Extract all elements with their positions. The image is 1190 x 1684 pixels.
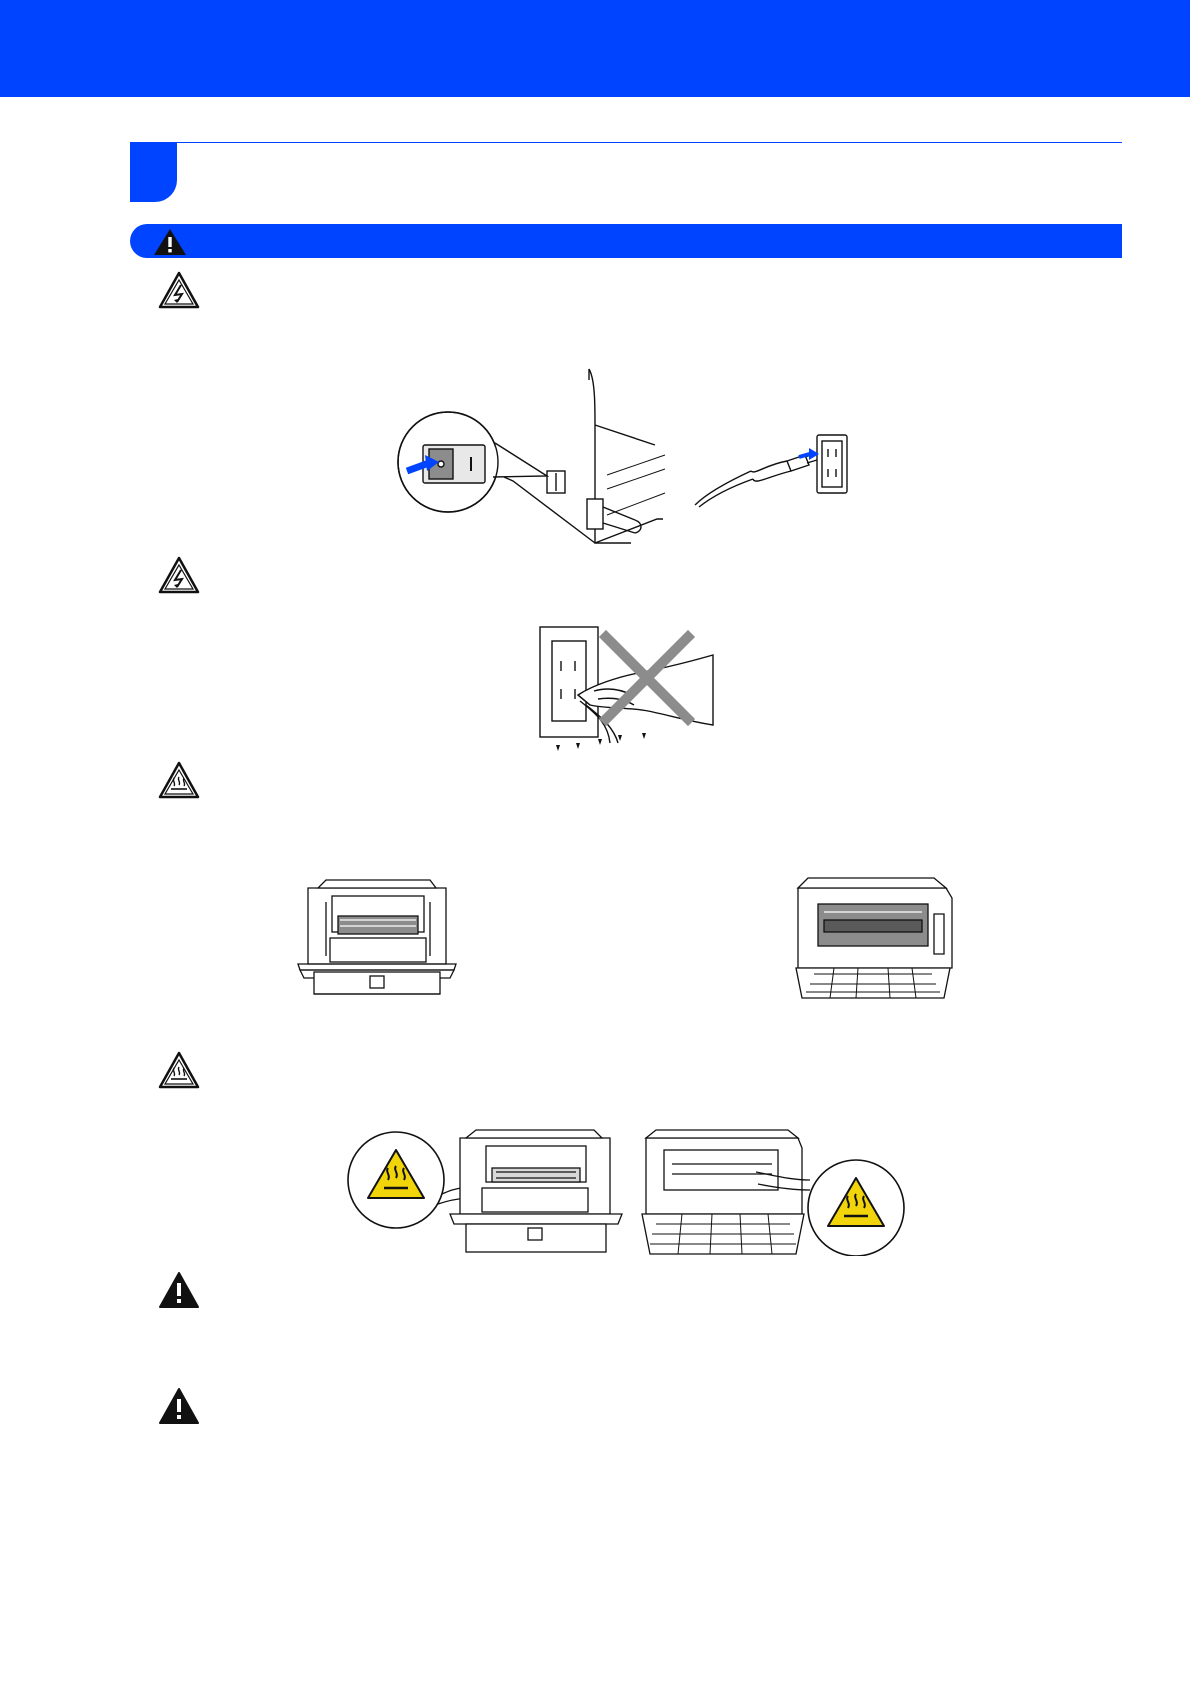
section-rule bbox=[130, 142, 1122, 143]
warning-header-bar bbox=[130, 224, 1122, 258]
electric-shock-icon bbox=[157, 270, 201, 310]
wet-hands-prohibited-illustration bbox=[538, 625, 716, 760]
warning-triangle-icon bbox=[152, 227, 188, 257]
warning-icon bbox=[157, 1386, 201, 1426]
printer-front-open-illustration bbox=[296, 876, 458, 998]
warning-icon bbox=[157, 1270, 201, 1310]
hot-surface-icon bbox=[157, 760, 201, 800]
hot-surface-icon bbox=[157, 1050, 201, 1090]
section-number-tab bbox=[130, 142, 177, 202]
header-band bbox=[0, 0, 1190, 97]
hot-fuser-callout-illustration bbox=[346, 1128, 908, 1256]
power-switch-unplug-illustration bbox=[395, 365, 865, 550]
electric-shock-icon bbox=[157, 555, 201, 595]
printer-back-open-illustration bbox=[794, 874, 954, 1002]
